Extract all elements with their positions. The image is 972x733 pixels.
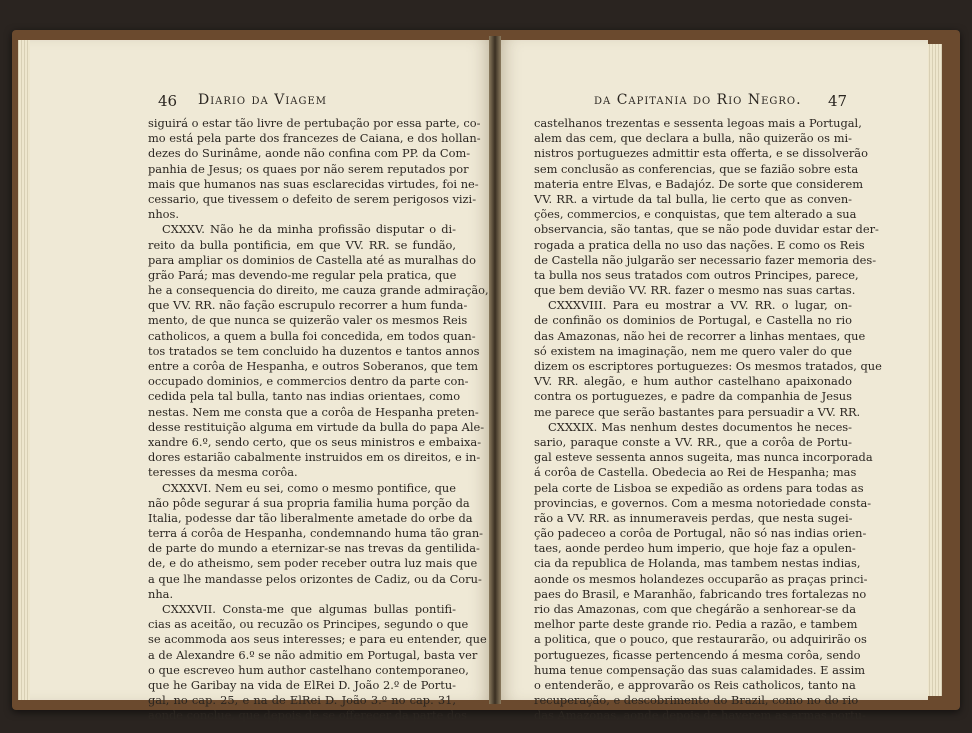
text-line: que he Garibay na vida de ElRei D. João 2.º de Portu- — [148, 677, 456, 692]
text-line: terra á corôa de Hespanha, condemnando huma tão gran- — [148, 526, 484, 541]
text-line: gal, no cap. 25, e na de ElRei D. João 3.º no cap. 31, — [148, 693, 456, 708]
text-line: nha. — [148, 586, 174, 601]
text-line: entre a corôa de Hespanha, e outros Soberanos, que tem — [148, 359, 479, 373]
text-line: melhor parte deste grande rio. Pedia a razão, e tambem — [534, 617, 858, 632]
text-line: que bem devião VV. RR. fazer o mesmo nas suas cartas. — [534, 283, 856, 298]
text-line: occupado dominios, e commercios dentro da parte con- — [148, 374, 469, 389]
running-head — [158, 92, 458, 108]
text-line: observancia, são tantas, que se não pode duvidar estar der- — [534, 222, 879, 237]
text-line: CXXXVII. Consta-me que algumas bullas pontifi- — [162, 602, 456, 616]
running-head-text: da Capitania do Rio Negro. — [594, 92, 802, 108]
text-line: castelhanos trezentas e sessenta legoas mais a Portugal, — [534, 116, 862, 130]
text-line: recuperação, e descobrimento do Brazil, como no do rio — [534, 693, 859, 708]
text-line: para ampliar os dominios de Castella até as muralhas do — [148, 252, 476, 267]
text-line: cedida pela tal bulla, tanto nas indias orientaes, como — [148, 389, 461, 404]
page-text — [534, 116, 882, 724]
text-line: materia entre Elvas, e Badajóz. De sorte que considerem — [534, 176, 864, 191]
text-line: taes, aonde perdeo hum imperio, que hoje faz a opulen- — [534, 541, 856, 556]
text-line: nhos. — [148, 207, 179, 222]
text-line: de parte do mundo a eternizar-se nas trevas da gentilida- — [148, 541, 480, 556]
text-line: das Amazonas, aonde depois de haverem as armas portu- — [534, 708, 866, 723]
text-line: xandre 6.º, sendo certo, que os seus ministros e embaixa- — [148, 434, 482, 449]
running-head — [594, 92, 914, 108]
text-line: contra os portuguezes, e padre da companhia de Jesus — [534, 389, 852, 404]
text-line: portuguezes, ficasse pertencendo á mesma corôa, sendo — [534, 647, 861, 662]
text-line: pela corte de Lisboa se expedião as ordens para todas as — [534, 480, 864, 495]
text-line: dores estarião cabalmente instruidos em os direitos, e in- — [148, 450, 481, 465]
text-line: cias as aceitão, ou recuzão os Principes, segundo o que — [148, 617, 469, 632]
text-line: rio das Amazonas, com que chegárão a senhorear-se da — [534, 602, 856, 616]
text-line: de confinão os dominios de Portugal, e Castella no rio — [534, 313, 852, 328]
text-line: se acommoda aos seus interesses; e para eu entender, que — [148, 632, 487, 647]
text-line: alem das cem, que declara a bulla, não quizerão os mi- — [534, 131, 852, 146]
text-line: catholicos, a quem a bulla foi concedida, em todos quan- — [148, 328, 476, 343]
text-line: dizem os escriptores portuguezes: Os mesmos tratados, que — [534, 359, 882, 373]
text-line: CXXXV. Não he da minha profissão disputar o di- — [162, 222, 456, 237]
text-line: cia da republica de Holanda, mas tambem nestas indias, — [534, 556, 861, 571]
text-line: me parece que serão bastantes para persuadir a VV. RR. — [534, 404, 861, 419]
text-line: ção padeceo a corôa de Portugal, não só nas indias orien- — [534, 526, 867, 541]
text-line: VV. RR. alegão, e hum author castelhano apaixonado — [534, 374, 852, 389]
text-line: a de Alexandre 6.º se não admitio em Portugal, basta ver — [148, 647, 478, 662]
right-page — [498, 40, 928, 723]
page-number: 46 — [158, 92, 178, 110]
text-line: he a consequencia do direito, me cauza grande admiração, — [148, 283, 489, 298]
text-line: sario, paraque conste a VV. RR., que a corôa de Portu- — [534, 434, 852, 449]
text-line: tos tratados se tem concluido ha duzentos e tantos annos — [148, 343, 480, 358]
text-line: VV. RR. a virtude da tal bulla, lie certo que as conven- — [534, 191, 852, 206]
text-line: a que lhe mandasse pelos orizontes de Cadiz, ou da Coru- — [148, 571, 482, 586]
text-line: não pôde segurar á sua propria familia huma porção da — [148, 495, 470, 510]
text-line: CXXXVIII. Para eu mostrar a VV. RR. o lugar, on- — [548, 298, 852, 313]
text-line: aonde conclue, que depois de se offerecer da parte dos — [148, 708, 467, 723]
page-edges-right — [926, 44, 942, 696]
text-line: huma tenue compensação das suas calamidades. E assim — [534, 662, 866, 677]
text-line: gal esteve sessenta annos sugeita, mas nunca incorporada — [534, 450, 873, 465]
text-line: a politica, que o pouco, que restaurarão, ou adquirirão os — [534, 632, 867, 647]
text-line: sem conclusão as conferencias, que se fazião sobre esta — [534, 161, 859, 176]
text-line: dezes do Surinâme, aonde não confina com PP. da Com- — [148, 146, 471, 161]
text-line: ta bulla nos seus tratados com outros Principes, parece, — [534, 267, 859, 282]
text-line: mento, de que nunca se quizerão valer os mesmos Reis — [148, 313, 468, 328]
text-line: o que escreveo hum author castelhano contemporaneo, — [148, 662, 469, 677]
text-line: rão a VV. RR. as innumeraveis perdas, que nesta sugei- — [534, 510, 853, 525]
text-line: mo está pela parte dos francezes de Caiana, e dos hollan- — [148, 131, 481, 146]
text-line: que VV. RR. não fação escrupulo recorrer a hum funda- — [148, 298, 468, 313]
text-line: de Castella não julgarão ser necessario fazer memoria des- — [534, 252, 877, 267]
text-line: siguirá o estar tão livre de pertubação por essa parte, co- — [148, 116, 481, 130]
text-line: grão Pará; mas devendo-me regular pela pratica, que — [148, 267, 457, 282]
left-page — [30, 40, 493, 723]
text-line: aonde os mesmos holandezes occuparão as praças princi- — [534, 571, 868, 586]
text-line: á corôa de Castella. Obedecia ao Rei de Hespanha; mas — [534, 465, 857, 480]
text-line: rogada a pratica della no uso das nações. E como os Reis — [534, 237, 865, 252]
text-line: panhia de Jesus; os quaes por não serem reputados por — [148, 161, 469, 176]
running-head-text: Diario da Viagem — [198, 92, 328, 108]
text-line: nestas. Nem me consta que a corôa de Hespanha preten- — [148, 404, 479, 419]
text-line: desse restituição alguma em virtude da bulla do papa Ale- — [148, 419, 485, 434]
text-line: CXXXVI. Nem eu sei, como o mesmo pontifice, que — [162, 480, 457, 495]
text-line: o entenderão, e approvarão os Reis catholicos, tanto na — [534, 677, 856, 692]
text-line: nistros portuguezes admittir esta offerta, e se dissolverão — [534, 146, 868, 161]
text-line: de, e do atheismo, sem poder receber outra luz mais que — [148, 556, 478, 571]
text-line: Italia, podesse dar tão liberalmente ametade do orbe da — [148, 510, 473, 525]
text-line: ções, commercios, e conquistas, que tem alterado a sua — [534, 207, 857, 222]
text-line: provincias, e governos. Com a mesma notoriedade consta- — [534, 495, 872, 510]
text-line: paes do Brasil, e Maranhão, fabricando tres fortalezas no — [534, 586, 867, 601]
book-gutter — [489, 36, 501, 704]
text-line: cessario, que tivessem o defeito de serem perigosos vizi- — [148, 191, 477, 206]
text-line: só existem na imaginação, nem me quero valer do que — [534, 343, 852, 358]
text-line: reito da bulla pontificia, em que VV. RR. se fundão, — [148, 237, 456, 252]
text-line: CXXXIX. Mas nenhum destes documentos he neces- — [548, 419, 852, 434]
page-text — [148, 116, 489, 724]
text-line: teresses da mesma corôa. — [148, 465, 298, 480]
page-number: 47 — [828, 92, 848, 110]
text-line: mais que humanos nas suas esclarecidas virtudes, foi ne- — [148, 176, 479, 191]
text-line: das Amazonas, não hei de recorrer a linhas mentaes, que — [534, 328, 866, 343]
